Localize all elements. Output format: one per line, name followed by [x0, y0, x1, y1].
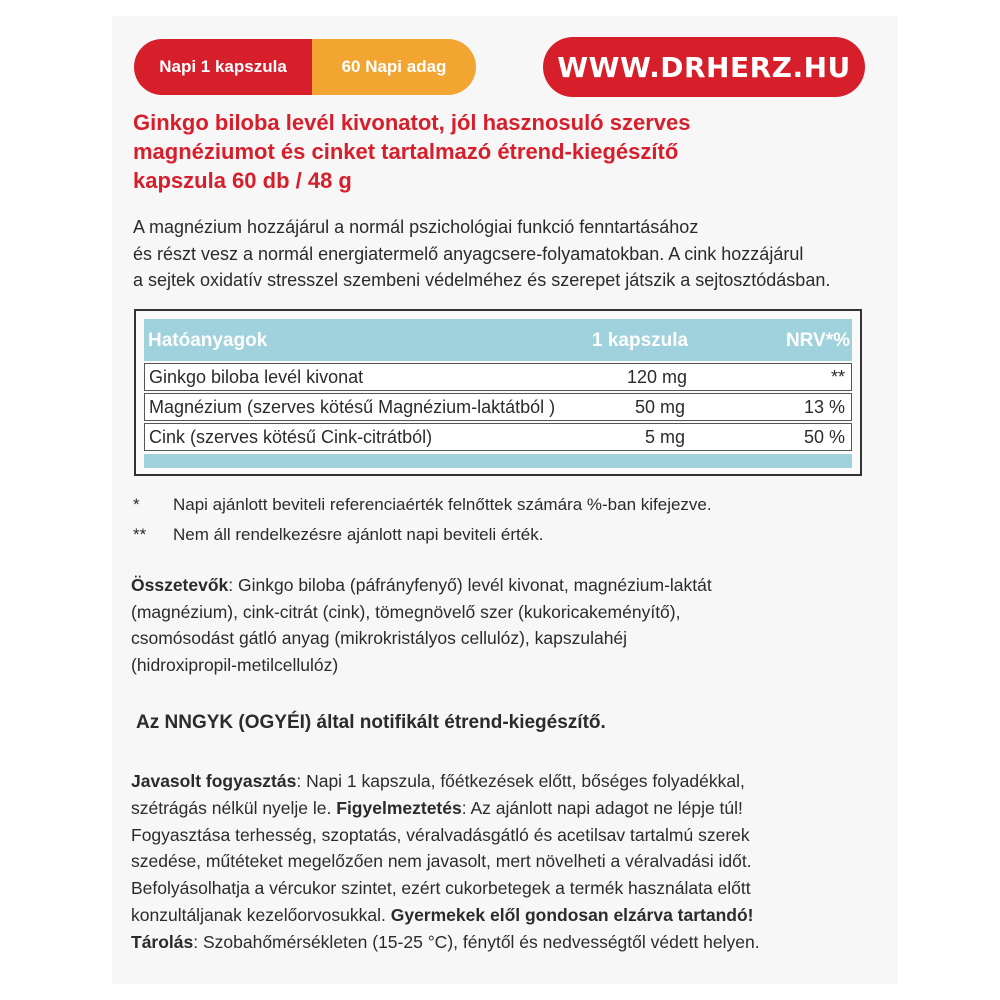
row-nrv: ** — [830, 367, 845, 387]
ingredients-text: : Ginkgo biloba (páfrányfenyő) levél kivonat, magnézium-laktát — [228, 575, 712, 595]
usage-section — [131, 768, 871, 956]
footnote-text: Nem áll rendelkezésre ajánlott napi beviteli érték. — [173, 525, 544, 544]
intro-line: A magnézium hozzájárul a normál pszichológiai funkció fenntartásához — [133, 217, 699, 237]
usage-line — [131, 795, 871, 822]
title-line: Ginkgo biloba levél kivonatot, jól hasznosuló szerves — [133, 110, 691, 135]
row-amount: 5 mg — [645, 427, 686, 447]
usage-line: szedése, műtéteket megelőzően nem javasolt, mert növelheti a véralvadási időt. — [131, 851, 752, 872]
usage-text: konzultáljanak kezelőorvosukkal. — [131, 904, 391, 925]
usage-text: szétrágás nélkül nyelje le. — [131, 797, 337, 818]
table-footer-bar — [144, 454, 852, 468]
usage-line — [131, 902, 871, 929]
row-amount: 120 mg — [627, 367, 688, 387]
row-name: Cink (szerves kötésű Cink-citrátból) — [149, 427, 433, 447]
footnotes — [133, 490, 873, 550]
warning-label: Figyelmeztetés — [336, 797, 462, 818]
dosage-badge — [134, 39, 476, 95]
table-row — [144, 393, 852, 421]
usage-label: Javasolt fogyasztás — [131, 771, 297, 791]
header-active-ingredients: Hatóanyagok — [148, 330, 268, 351]
footnote — [133, 490, 873, 520]
title-line: magnéziumot és cinket tartalmazó étrend-kiegészítő — [133, 139, 679, 164]
usage-line: Fogyasztása terhesség, szoptatás, véralvadásgátló és acetilsav tartalmú szerek — [131, 824, 750, 845]
servings-badge: 60 Napi adag — [312, 39, 476, 95]
usage-text: : Napi 1 kapszula, főétkezések előtt, bőséges folyadékkal, — [296, 771, 745, 791]
footnote — [133, 520, 873, 550]
ingredients-label: Összetevők — [131, 575, 229, 595]
table-header — [144, 319, 852, 361]
nutrition-table — [134, 309, 862, 476]
header-nrv: NRV*% — [785, 330, 850, 351]
ingredients-line: (magnézium), cink-citrát (cink), tömegnövelő szer (kukoricakeményítő), — [131, 601, 681, 622]
row-nrv: 50 % — [803, 427, 845, 447]
intro-line: a sejtek oxidatív stresszel szembeni védelméhez és szerepet játszik a sejtosztódásban. — [133, 270, 831, 290]
usage-line: Befolyásolhatja a vércukor szintet, ezért cukorbetegek a termék használata előtt — [131, 878, 751, 899]
storage-text: : Szobahőmérsékleten (15-25 °C), fénytől és nedvességtől védett helyen. — [193, 931, 760, 952]
notification-statement: Az NNGYK (OGYÉI) által notifikált étrend-kiegészítő. — [136, 712, 606, 733]
product-title — [133, 108, 863, 195]
footnote-symbol: * — [133, 495, 140, 514]
website-badge[interactable]: WWW.DRHERZ.HU — [543, 37, 865, 97]
ingredients-line — [131, 572, 871, 599]
ingredients-line: csomósodást gátló anyag (mikrokristályos cellulóz), kapszulahéj — [131, 628, 628, 648]
usage-line — [131, 768, 871, 795]
row-name: Ginkgo biloba levél kivonat — [149, 367, 364, 387]
ingredients-section — [131, 572, 871, 678]
table-row — [144, 363, 852, 391]
intro-line: és részt vesz a normál energiatermelő anyagcsere-folyamatokban. A cink hozzájárul — [133, 243, 804, 264]
ingredients-line: (hidroxipropil-metilcellulóz) — [131, 654, 339, 675]
daily-dose-badge: Napi 1 kapszula — [134, 39, 312, 95]
row-name: Magnézium (szerves kötésű Magnézium-laktátból ) — [149, 397, 556, 417]
row-amount: 50 mg — [635, 397, 686, 417]
row-nrv: 13 % — [803, 397, 845, 417]
header-per-capsule: 1 kapszula — [592, 330, 689, 351]
usage-text: : Az ajánlott napi adagot ne lépje túl! — [461, 797, 743, 818]
title-line: kapszula 60 db / 48 g — [133, 168, 352, 193]
children-warning: Gyermekek elől gondosan elzárva tartandó! — [390, 904, 754, 925]
footnote-symbol: ** — [133, 525, 147, 544]
usage-line — [131, 929, 871, 956]
footnote-text: Napi ajánlott beviteli referenciaérték felnőttek számára %-ban kifejezve. — [173, 495, 712, 514]
intro-text — [133, 214, 873, 294]
storage-label: Tárolás — [131, 931, 194, 952]
table-row — [144, 423, 852, 451]
